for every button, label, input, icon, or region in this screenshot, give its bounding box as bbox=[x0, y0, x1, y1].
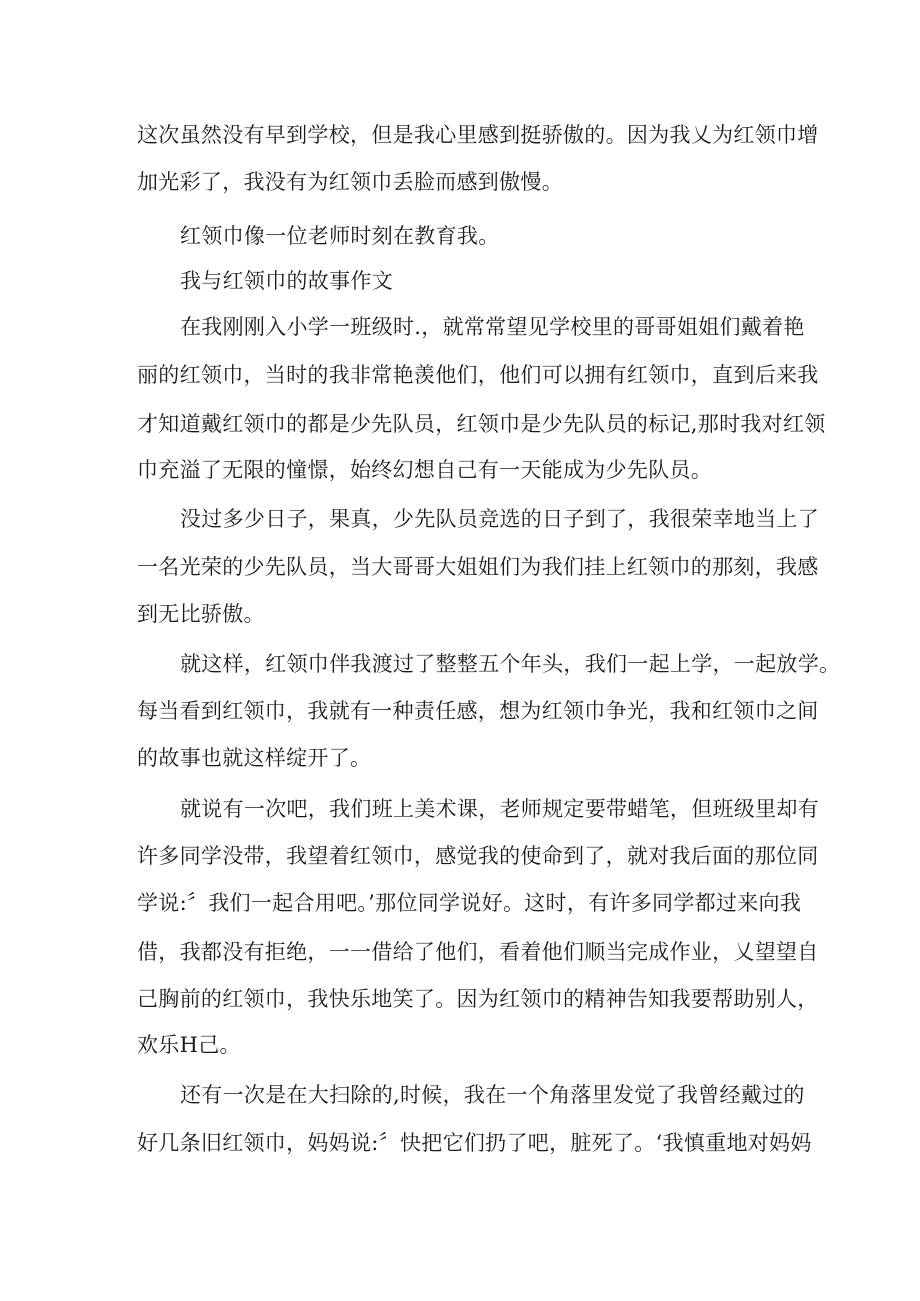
paragraph-line: 欢乐H己。 bbox=[137, 1033, 241, 1057]
paragraph-line: 丽的红领巾，当时的我非常艳羡他们，他们可以拥有红领巾，直到后来我 bbox=[137, 363, 819, 387]
paragraph-line: 在我刚刚入小学一班级时.，就常常望见学校里的哥哥姐姐们戴着艳 bbox=[180, 315, 805, 339]
paragraph-line: 还有一次是在大扫除的,时候，我在一个角落里发觉了我曾经戴过的 bbox=[180, 1083, 805, 1107]
paragraph-line: 的故事也就这样绽开了。 bbox=[137, 746, 372, 770]
paragraph-line: 每当看到红领巾，我就有一种责任感，想为红领巾争光，我和红领巾之间 bbox=[137, 699, 819, 723]
paragraph-line: 巾充溢了无限的憧憬，始终幻想自己有一天能成为少先队员。 bbox=[137, 458, 713, 482]
paragraph-line: 加光彩了，我没有为红领巾丢脸而感到傲慢。 bbox=[137, 170, 563, 194]
paragraph-line: 才知道戴红领巾的都是少先队员，红领巾是少先队员的标记,那时我对红领 bbox=[137, 412, 826, 436]
section-title: 我与红领巾的故事作文 bbox=[180, 269, 393, 293]
paragraph-line: 学说:〞我们一起合用吧。’那位同学说好。这时，有许多同学都过来向我 bbox=[137, 891, 802, 915]
paragraph-line: 一名光荣的少先队员，当大哥哥大姐姐们为我们挂上红领巾的那刻，我感 bbox=[137, 555, 819, 579]
paragraph-line: 这次虽然没有早到学校，但是我心里感到挺骄傲的。因为我乂为红领巾增 bbox=[137, 123, 819, 147]
paragraph-line: 己胸前的红领巾，我快乐地笑了。因为红领巾的精神告知我要帮助别人， bbox=[137, 987, 819, 1011]
paragraph-line: 没过多少日子，果真，少先队员竞选的日子到了，我很荣幸地当上了 bbox=[180, 507, 819, 531]
paragraph-line: 红领巾像一位老师时刻在教育我。 bbox=[180, 224, 500, 248]
paragraph-line: 就说有一次吧，我们班上美术课，老师规定要带蜡笔，但班级里却有 bbox=[180, 797, 819, 821]
paragraph-line: 就这样，红领巾伴我渡过了整整五个年头，我们一起上学，一起放学。 bbox=[180, 652, 841, 676]
paragraph-line: 好几条旧红领巾，妈妈说:〞快把它们扔了吧，脏死了。‘我慎重地对妈妈 bbox=[137, 1131, 812, 1155]
paragraph-line: 借，我都没有拒绝，一一借给了他们，看着他们顺当完成作业，乂望望自 bbox=[137, 940, 819, 964]
paragraph-line: 到无比骄傲。 bbox=[137, 602, 265, 626]
paragraph-line: 许多同学没带，我望着红领巾，感觉我的使命到了，就对我后面的那位同 bbox=[137, 844, 819, 868]
